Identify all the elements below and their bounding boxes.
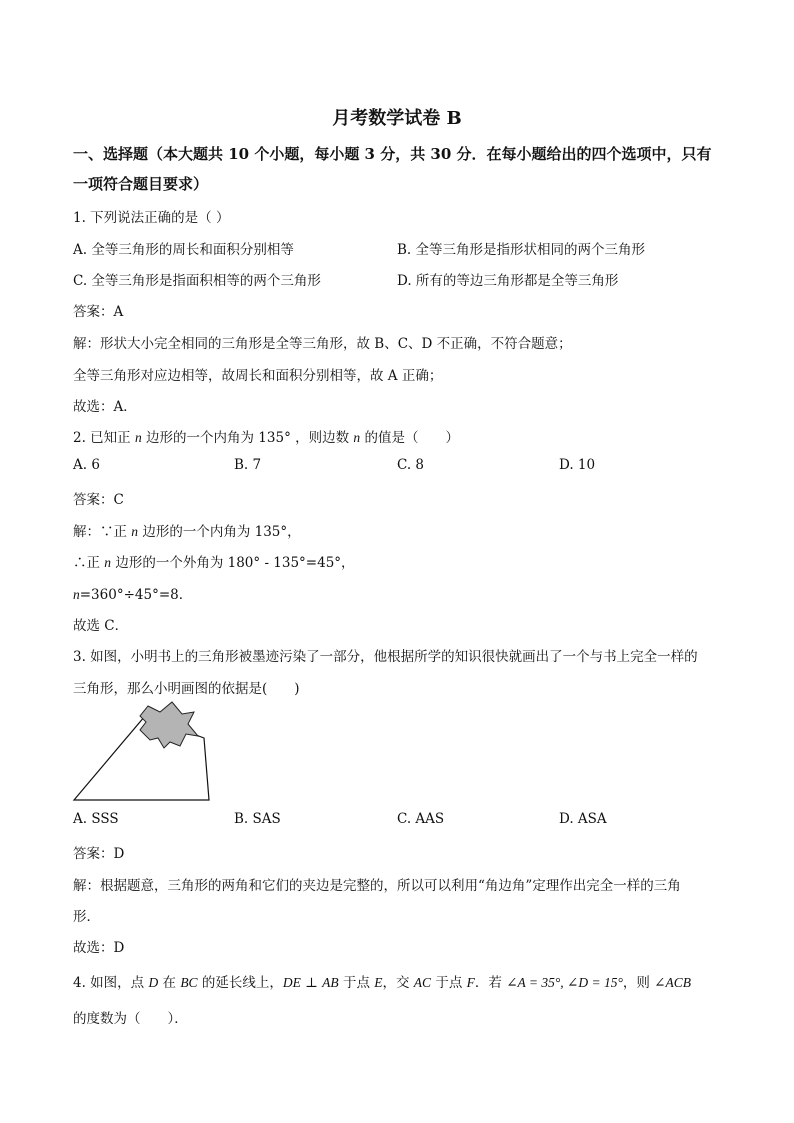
q2-stem bbox=[73, 426, 459, 446]
q2-option-a: A. 6 bbox=[73, 457, 100, 473]
q4-var: F bbox=[466, 975, 475, 990]
q1-answer: 答案：A bbox=[73, 304, 124, 320]
q2-sol-part: 解：∵正 bbox=[73, 524, 132, 540]
q1-option-a: A. 全等三角形的周长和面积分别相等 bbox=[73, 242, 294, 258]
q2-stem-var: n bbox=[353, 430, 361, 445]
q3-option-d: D. ASA bbox=[559, 811, 607, 827]
q1-solution-line-1: 解：形状大小完全相同的三角形是全等三角形，故 B、C、D 不正确，不符合题意； bbox=[73, 336, 572, 352]
q4-var: DE bbox=[282, 975, 301, 990]
q4-var: E bbox=[374, 975, 383, 990]
q4-stem-line-1 bbox=[73, 971, 691, 991]
q4-text: 在 bbox=[158, 975, 181, 991]
q4-var: BC bbox=[180, 975, 198, 990]
q2-sol-part: 边形的一个内角为 135°， bbox=[138, 524, 301, 540]
q4-var: AC bbox=[413, 975, 432, 990]
q4-var: AB bbox=[322, 975, 339, 990]
q2-sol-part: ∴正 bbox=[73, 555, 105, 571]
q4-text: 的延长线上， bbox=[197, 975, 283, 991]
q4-stem-line-2: 的度数为（ ）． bbox=[73, 1011, 188, 1027]
q2-answer: 答案：C bbox=[73, 492, 124, 508]
q3-option-c: C. AAS bbox=[397, 811, 445, 827]
q2-sol-var: n bbox=[131, 524, 139, 539]
q2-sol-part: =360°÷45°=8． bbox=[79, 587, 193, 603]
q4-condition: ∠A = 35°, ∠D = 15° bbox=[506, 975, 623, 990]
q4-text: 于点 bbox=[431, 975, 467, 991]
q1-solution-line-2: 全等三角形对应边相等，故周长和面积分别相等，故 A 正确； bbox=[73, 368, 443, 384]
q3-stem-line-2: 三角形，那么小明画图的依据是( ) bbox=[73, 681, 300, 697]
q2-solution-line-4: 故选 C． bbox=[73, 618, 129, 634]
q2-option-b: B. 7 bbox=[234, 457, 262, 473]
q1-option-c: C. 全等三角形是指面积相等的两个三角形 bbox=[73, 273, 321, 289]
q4-text: 4. 如图，点 bbox=[73, 975, 149, 991]
q1-solution-line-3: 故选：A． bbox=[73, 399, 137, 415]
q4-text: 于点 bbox=[338, 975, 375, 991]
q2-stem-part: 的值是（ ） bbox=[360, 430, 459, 446]
q2-sol-part: 边形的一个外角为 180° - 135°=45°， bbox=[111, 555, 355, 571]
q3-solution-line-3: 故选：D bbox=[73, 940, 125, 956]
q4-text: ．若 bbox=[474, 975, 507, 991]
q1-option-b: B. 全等三角形是指形状相同的两个三角形 bbox=[397, 242, 646, 258]
q4-text: ⊥ bbox=[300, 975, 323, 991]
q3-option-b: B. SAS bbox=[234, 811, 281, 827]
q2-option-c: C. 8 bbox=[397, 457, 425, 473]
q1-stem: 1. 下列说法正确的是（ ） bbox=[73, 210, 230, 226]
q4-text: ，则 bbox=[622, 975, 655, 991]
q3-answer: 答案：D bbox=[73, 846, 125, 862]
q3-solution-line-1: 解：根据题意，三角形的两角和它们的夹边是完整的，所以可以利用“角边角”定理作出完全一样的三角 bbox=[73, 878, 681, 894]
q2-option-d: D. 10 bbox=[559, 457, 596, 473]
q2-sol-var: n bbox=[104, 555, 112, 570]
page-title: 月考数学试卷 B bbox=[332, 108, 462, 129]
q2-solution-line-3 bbox=[73, 583, 192, 603]
q2-sol-var: n bbox=[73, 587, 80, 602]
q3-option-a: A. SSS bbox=[73, 811, 119, 827]
q3-solution-line-2: 形． bbox=[73, 909, 100, 925]
q4-var: D bbox=[148, 975, 159, 990]
q2-stem-part: 2. 已知正 bbox=[73, 430, 135, 446]
q1-option-d: D. 所有的等边三角形都是全等三角形 bbox=[397, 273, 619, 289]
ink-blot bbox=[140, 702, 198, 748]
q2-stem-var: n bbox=[134, 430, 142, 445]
q2-solution-line-1 bbox=[73, 520, 301, 540]
section-heading: 一、选择题（本大题共 10 个小题，每小题 3 分，共 30 分．在每小题给出的四个选项中，只有一项符合题目要求） bbox=[73, 145, 712, 193]
q3-stem-line-1: 3. 如图，小明书上的三角形被墨迹污染了一部分，他根据所学的知识很快就画出了一个与书上完全一样的 bbox=[73, 649, 698, 665]
q4-text: ，交 bbox=[382, 975, 414, 991]
q2-solution-line-2 bbox=[73, 551, 355, 571]
q4-var: ∠ACB bbox=[654, 975, 691, 990]
q2-stem-part: 边形的一个内角为 135° ，则边数 bbox=[141, 430, 354, 446]
inked-triangle-figure bbox=[70, 700, 220, 804]
